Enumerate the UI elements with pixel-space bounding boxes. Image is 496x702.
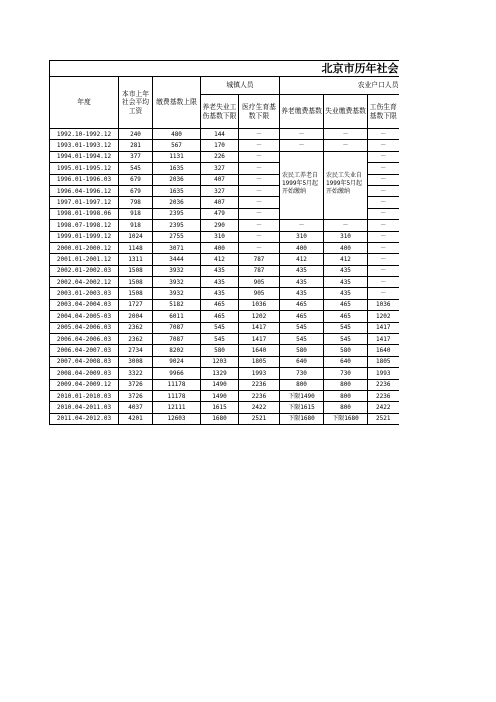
cell-base-cap: 12603	[153, 413, 201, 424]
cell-urban-pension: 1490	[201, 390, 239, 401]
cell-base-cap: 2755	[153, 231, 201, 242]
table-row	[50, 334, 399, 345]
cell-period: 2003.01-2003.03	[50, 288, 119, 299]
cell-rural-unemployment: 800	[324, 402, 368, 413]
header-base-cap: 缴费基数上限	[153, 77, 201, 129]
cell-urban-medical: 787	[239, 265, 280, 276]
table-row	[50, 129, 399, 140]
cell-urban-pension: 435	[201, 265, 239, 276]
cell-rural-injury: 1640	[368, 345, 399, 356]
cell-rural-injury: 1417	[368, 334, 399, 345]
cell-period: 2000.01-2000.12	[50, 242, 119, 253]
table-row	[50, 356, 399, 367]
cell-avg-wage: 281	[119, 140, 153, 151]
cell-urban-pension: 290	[201, 220, 239, 231]
cell-rural-pension: 545	[280, 322, 324, 333]
cell-rural-pension: 下限1680	[280, 413, 324, 424]
social-insurance-table	[49, 60, 399, 425]
cell-avg-wage: 3726	[119, 379, 153, 390]
header-rural-injury: 工伤生育基数下限	[368, 95, 399, 129]
cell-urban-medical: －	[239, 231, 280, 242]
cell-base-cap: 12111	[153, 402, 201, 413]
cell-rural-injury: －	[368, 220, 399, 231]
cell-rural-unemployment: 730	[324, 368, 368, 379]
cell-urban-pension: 226	[201, 151, 239, 162]
cell-rural-injury: －	[368, 197, 399, 208]
cell-rural-pension: 640	[280, 356, 324, 367]
cell-avg-wage: 2362	[119, 334, 153, 345]
cell-rural-unemployment: 435	[324, 288, 368, 299]
header-avg-wage: 本市上年社会平均工资	[119, 77, 153, 129]
cell-base-cap: 11178	[153, 379, 201, 390]
cell-period: 1996.01-1996.03	[50, 174, 119, 185]
cell-base-cap: 1635	[153, 163, 201, 174]
cell-urban-medical: 905	[239, 288, 280, 299]
cell-period: 1997.01-1997.12	[50, 197, 119, 208]
table-row	[50, 413, 399, 424]
cell-urban-pension: 435	[201, 288, 239, 299]
cell-avg-wage: 1508	[119, 277, 153, 288]
table-row	[50, 140, 399, 151]
cell-urban-medical: 1036	[239, 299, 280, 310]
cell-avg-wage: 918	[119, 220, 153, 231]
cell-base-cap: 9966	[153, 368, 201, 379]
cell-period: 2008.04-2009.03	[50, 368, 119, 379]
cell-urban-pension: 400	[201, 242, 239, 253]
cell-rural-pension: －	[280, 129, 324, 140]
cell-rural-injury: －	[368, 208, 399, 219]
cell-urban-pension: 310	[201, 231, 239, 242]
cell-urban-pension: 580	[201, 345, 239, 356]
table-row	[50, 345, 399, 356]
cell-period: 2002.04-2002.12	[50, 277, 119, 288]
cell-rural-unemployment: 下限1680	[324, 413, 368, 424]
cell-base-cap: 6011	[153, 311, 201, 322]
cell-period: 2006.04-2006.03	[50, 334, 119, 345]
cell-rural-pension: 465	[280, 311, 324, 322]
table-row	[50, 288, 399, 299]
cell-urban-medical: －	[239, 208, 280, 219]
cell-rural-injury: 1805	[368, 356, 399, 367]
cell-period: 2002.01-2002.03	[50, 265, 119, 276]
cell-base-cap: 3932	[153, 288, 201, 299]
cell-avg-wage: 3322	[119, 368, 153, 379]
cell-rural-unemployment: 465	[324, 299, 368, 310]
cell-urban-medical: 2236	[239, 390, 280, 401]
cell-urban-medical: －	[239, 197, 280, 208]
cell-rural-pension: 下限1615	[280, 402, 324, 413]
cell-avg-wage: 1508	[119, 288, 153, 299]
cell-avg-wage: 798	[119, 197, 153, 208]
header-rural-group: 农业户口人员	[280, 77, 399, 95]
note-rural-unemployment: 农民工失业自1999年5月起开始缴纳	[324, 151, 368, 219]
cell-base-cap: 2036	[153, 197, 201, 208]
cell-rural-pension: 435	[280, 265, 324, 276]
cell-urban-medical: 1202	[239, 311, 280, 322]
cell-avg-wage: 918	[119, 208, 153, 219]
cell-base-cap: 1131	[153, 151, 201, 162]
header-rural-pension: 养老缴费基数	[280, 95, 324, 129]
cell-urban-medical: 1805	[239, 356, 280, 367]
cell-period: 2009.04-2009.12	[50, 379, 119, 390]
table-row	[50, 254, 399, 265]
cell-avg-wage: 679	[119, 174, 153, 185]
cell-urban-pension: 327	[201, 185, 239, 196]
cell-base-cap: 8202	[153, 345, 201, 356]
cell-urban-medical: 787	[239, 254, 280, 265]
cell-period: 2007.04-2008.03	[50, 356, 119, 367]
cell-period: 1999.01-1999.12	[50, 231, 119, 242]
cell-rural-pension: 435	[280, 277, 324, 288]
cell-urban-pension: 407	[201, 174, 239, 185]
cell-rural-unemployment: 640	[324, 356, 368, 367]
cell-avg-wage: 4037	[119, 402, 153, 413]
cell-urban-pension: 545	[201, 322, 239, 333]
table-row	[50, 277, 399, 288]
header-urban-medical: 医疗生育基数下限	[239, 95, 280, 129]
cell-urban-medical: 1417	[239, 322, 280, 333]
cell-base-cap: 567	[153, 140, 201, 151]
cell-base-cap: 7087	[153, 322, 201, 333]
cell-rural-pension: 465	[280, 299, 324, 310]
cell-rural-injury: 1993	[368, 368, 399, 379]
cell-period: 2010.01-2010.03	[50, 390, 119, 401]
cell-urban-medical: 2236	[239, 379, 280, 390]
header-rural-unemployment: 失业缴费基数	[324, 95, 368, 129]
header-urban-group: 城镇人员	[201, 77, 280, 95]
cell-avg-wage: 2004	[119, 311, 153, 322]
cell-period: 2003.04-2004.03	[50, 299, 119, 310]
cell-base-cap: 480	[153, 129, 201, 140]
cell-urban-medical: －	[239, 185, 280, 196]
table-row	[50, 390, 399, 401]
cell-rural-injury: －	[368, 151, 399, 162]
note-rural-pension: 农民工养老自1999年5月起开始缴纳	[280, 151, 324, 219]
cell-urban-medical: －	[239, 140, 280, 151]
cell-rural-injury: 2521	[368, 413, 399, 424]
cell-base-cap: 11178	[153, 390, 201, 401]
cell-rural-injury: 2236	[368, 379, 399, 390]
cell-rural-injury: －	[368, 129, 399, 140]
cell-avg-wage: 2734	[119, 345, 153, 356]
cell-urban-medical: －	[239, 129, 280, 140]
cell-avg-wage: 679	[119, 185, 153, 196]
cell-rural-injury: 2422	[368, 402, 399, 413]
table-row	[50, 242, 399, 253]
cell-rural-injury: －	[368, 140, 399, 151]
cell-urban-medical: 2521	[239, 413, 280, 424]
table-row	[50, 379, 399, 390]
cell-avg-wage: 1024	[119, 231, 153, 242]
cell-period: 1995.01-1995.12	[50, 163, 119, 174]
cell-rural-unemployment: 545	[324, 334, 368, 345]
table-row	[50, 311, 399, 322]
cell-period: 1998.07-1998.12	[50, 220, 119, 231]
cell-rural-injury: －	[368, 254, 399, 265]
cell-rural-pension: 400	[280, 242, 324, 253]
cell-base-cap: 1635	[153, 185, 201, 196]
cell-avg-wage: 2362	[119, 322, 153, 333]
cell-urban-medical: －	[239, 163, 280, 174]
cell-avg-wage: 3726	[119, 390, 153, 401]
cell-base-cap: 7087	[153, 334, 201, 345]
cell-rural-unemployment: 412	[324, 254, 368, 265]
cell-urban-medical: －	[239, 242, 280, 253]
cell-rural-pension: 下限1490	[280, 390, 324, 401]
cell-urban-medical: 1417	[239, 334, 280, 345]
cell-avg-wage: 1311	[119, 254, 153, 265]
cell-rural-unemployment: 465	[324, 311, 368, 322]
cell-urban-medical: －	[239, 151, 280, 162]
cell-rural-pension: 800	[280, 379, 324, 390]
table-row	[50, 151, 399, 162]
cell-urban-medical: 2422	[239, 402, 280, 413]
cell-urban-medical: －	[239, 174, 280, 185]
cell-rural-pension: －	[280, 220, 324, 231]
cell-rural-unemployment: 435	[324, 265, 368, 276]
cell-avg-wage: 4201	[119, 413, 153, 424]
cell-rural-unemployment: 310	[324, 231, 368, 242]
cell-base-cap: 2395	[153, 220, 201, 231]
cell-rural-pension: 435	[280, 288, 324, 299]
cell-rural-injury: 1417	[368, 322, 399, 333]
cell-urban-pension: 1329	[201, 368, 239, 379]
cell-rural-injury: 2236	[368, 390, 399, 401]
cell-period: 2004.04-2005-03	[50, 311, 119, 322]
cell-rural-unemployment: －	[324, 140, 368, 151]
table-row	[50, 368, 399, 379]
cell-rural-unemployment: 800	[324, 379, 368, 390]
cell-period: 2010.04-2011.03	[50, 402, 119, 413]
cell-period: 2006.04-2007.03	[50, 345, 119, 356]
cell-base-cap: 5182	[153, 299, 201, 310]
cell-avg-wage: 1508	[119, 265, 153, 276]
cell-avg-wage: 1727	[119, 299, 153, 310]
cell-urban-pension: 144	[201, 129, 239, 140]
table-row	[50, 299, 399, 310]
cell-rural-injury: －	[368, 231, 399, 242]
cell-rural-pension: 580	[280, 345, 324, 356]
cell-urban-pension: 1490	[201, 379, 239, 390]
cell-avg-wage: 545	[119, 163, 153, 174]
cell-urban-pension: 327	[201, 163, 239, 174]
cell-rural-unemployment: －	[324, 129, 368, 140]
table-row	[50, 322, 399, 333]
cell-base-cap: 2395	[153, 208, 201, 219]
cell-avg-wage: 240	[119, 129, 153, 140]
cell-period: 1998.01-1998.06	[50, 208, 119, 219]
table-row	[50, 265, 399, 276]
cell-rural-unemployment: 400	[324, 242, 368, 253]
cell-rural-injury: 1202	[368, 311, 399, 322]
cell-period: 2011.04-2012.03	[50, 413, 119, 424]
cell-base-cap: 3071	[153, 242, 201, 253]
cell-period: 2001.01-2001.12	[50, 254, 119, 265]
cell-base-cap: 3932	[153, 277, 201, 288]
cell-period: 2005.04-2006.03	[50, 322, 119, 333]
cell-rural-injury: －	[368, 277, 399, 288]
cell-rural-pension: 730	[280, 368, 324, 379]
cell-urban-pension: 465	[201, 299, 239, 310]
cell-rural-injury: 1036	[368, 299, 399, 310]
header-year: 年度	[50, 77, 119, 129]
cell-rural-injury: －	[368, 288, 399, 299]
cell-base-cap: 2036	[153, 174, 201, 185]
cell-urban-medical: 1993	[239, 368, 280, 379]
cell-urban-pension: 170	[201, 140, 239, 151]
cell-urban-pension: 1615	[201, 402, 239, 413]
cell-rural-pension: 310	[280, 231, 324, 242]
cell-urban-pension: 465	[201, 311, 239, 322]
cell-rural-unemployment: 435	[324, 277, 368, 288]
cell-rural-unemployment: －	[324, 220, 368, 231]
cell-rural-injury: －	[368, 174, 399, 185]
cell-rural-injury: －	[368, 185, 399, 196]
cell-urban-pension: 412	[201, 254, 239, 265]
cell-avg-wage: 377	[119, 151, 153, 162]
cell-rural-unemployment: 545	[324, 322, 368, 333]
cell-avg-wage: 1148	[119, 242, 153, 253]
cell-rural-unemployment: 580	[324, 345, 368, 356]
cell-rural-injury: －	[368, 265, 399, 276]
cell-rural-unemployment: 800	[324, 390, 368, 401]
cell-base-cap: 9024	[153, 356, 201, 367]
cell-avg-wage: 3008	[119, 356, 153, 367]
table-title: 北京市历年社会	[50, 61, 399, 77]
cell-period: 1994.01-1994.12	[50, 151, 119, 162]
cell-urban-pension: 1680	[201, 413, 239, 424]
header-urban-pension-injury: 养老失业工伤基数下限	[201, 95, 239, 129]
cell-period: 1993.01-1993.12	[50, 140, 119, 151]
table-row	[50, 231, 399, 242]
cell-period: 1996.04-1996.12	[50, 185, 119, 196]
cell-urban-pension: 407	[201, 197, 239, 208]
cell-rural-pension: 412	[280, 254, 324, 265]
cell-urban-pension: 1203	[201, 356, 239, 367]
cell-rural-pension: －	[280, 140, 324, 151]
cell-urban-pension: 479	[201, 208, 239, 219]
cell-base-cap: 3932	[153, 265, 201, 276]
table-row	[50, 402, 399, 413]
cell-urban-pension: 435	[201, 277, 239, 288]
cell-urban-pension: 545	[201, 334, 239, 345]
cell-urban-medical: 905	[239, 277, 280, 288]
cell-period: 1992.10-1992.12	[50, 129, 119, 140]
table-row	[50, 220, 399, 231]
cell-rural-injury: －	[368, 242, 399, 253]
cell-rural-pension: 545	[280, 334, 324, 345]
cell-base-cap: 3444	[153, 254, 201, 265]
cell-urban-medical: －	[239, 220, 280, 231]
cell-rural-injury: －	[368, 163, 399, 174]
cell-urban-medical: 1640	[239, 345, 280, 356]
